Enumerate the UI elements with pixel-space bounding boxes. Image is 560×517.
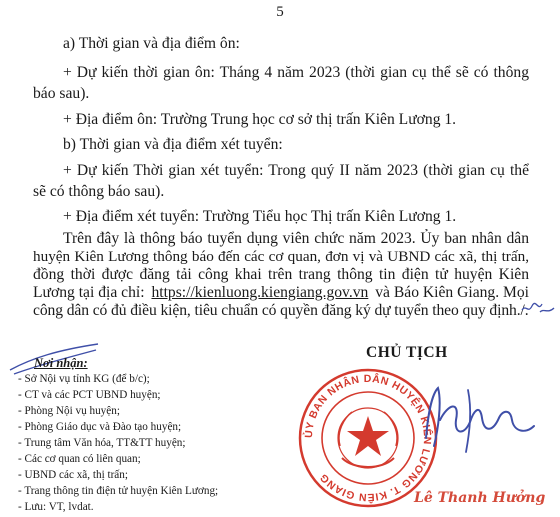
handwritten-signature (408, 380, 558, 460)
closing-paragraph-line-2: huyện Kiên Lương thông báo đến các cơ quan, đơn vị và UBND các xã, thị trấn, (33, 248, 529, 265)
selection-time-line-1: + Dự kiến Thời gian xét tuyển: Trong quý II năm 2023 (thời gian cụ thể (63, 162, 529, 179)
section-a-heading: a) Thời gian và địa điểm ôn: (63, 35, 240, 52)
recipient-item: - Lưu: VT, lvdat. (18, 501, 94, 513)
recipient-item: - Các cơ quan có liên quan; (18, 453, 141, 465)
recipient-item: - Sở Nội vụ tỉnh KG (để b/c); (18, 373, 150, 385)
review-time-line-2: báo sau). (33, 85, 90, 102)
section-b-heading: b) Thời gian và địa điểm xét tuyển: (63, 136, 283, 153)
review-location: + Địa điểm ôn: Trường Trung học cơ sở thị trấn Kiên Lương 1. (63, 111, 457, 128)
recipient-item: - Phòng Giáo dục và Đào tạo huyện; (18, 421, 182, 433)
recipients-title: Nơi nhận: (34, 356, 88, 370)
closing-paragraph-line-3: đồng thời được đăng tải công khai trên trang thông tin điện tử huyện Kiên (33, 266, 529, 283)
recipient-item: - Trang thông tin điện tử huyện Kiên Lương; (18, 485, 219, 497)
signature-title: CHỦ TỊCH (366, 344, 448, 361)
page-number: 5 (276, 4, 284, 20)
review-time-line-1: + Dự kiến thời gian ôn: Tháng 4 năm 2023 (thời gian cụ thể sẽ có thông (63, 64, 529, 81)
closing-paragraph-line-1: Trên đây là thông báo tuyển dụng viên chức năm 2023. Ủy ban nhân dân (63, 230, 529, 247)
recipient-item: - UBND các xã, thị trấn; (18, 469, 128, 481)
seal-text: ỦY BAN NHÂN DÂN HUYỆN KIÊN LƯƠNG T. KIÊN GIANG (302, 372, 434, 504)
website-link[interactable]: https://kienluong.kiengiang.gov.vn (151, 284, 369, 301)
signer-name: Lê Thanh Hưởng (414, 490, 546, 506)
recipient-item: - Phòng Nội vụ huyện; (18, 405, 120, 417)
initials-mark (520, 296, 560, 320)
closing-paragraph-line-5: công dân có đủ điều kiện, tiêu chuẩn có quyền đăng ký dự tuyển theo quy định./. (33, 302, 529, 319)
address-continuation: và Báo Kiên Giang. Mọi (375, 284, 529, 301)
recipient-item: - CT và các PCT UBND huyện; (18, 389, 161, 401)
selection-location: + Địa điểm xét tuyển: Trường Tiểu học Thị trấn Kiên Lương 1. (63, 208, 457, 225)
recipient-item: - Trung tâm Văn hóa, TT&TT huyện; (18, 437, 186, 449)
closing-paragraph-line-4 (33, 284, 529, 302)
selection-time-line-2: sẽ có thông báo sau). (33, 183, 165, 200)
address-label: Lương tại địa chỉ: (33, 284, 145, 301)
